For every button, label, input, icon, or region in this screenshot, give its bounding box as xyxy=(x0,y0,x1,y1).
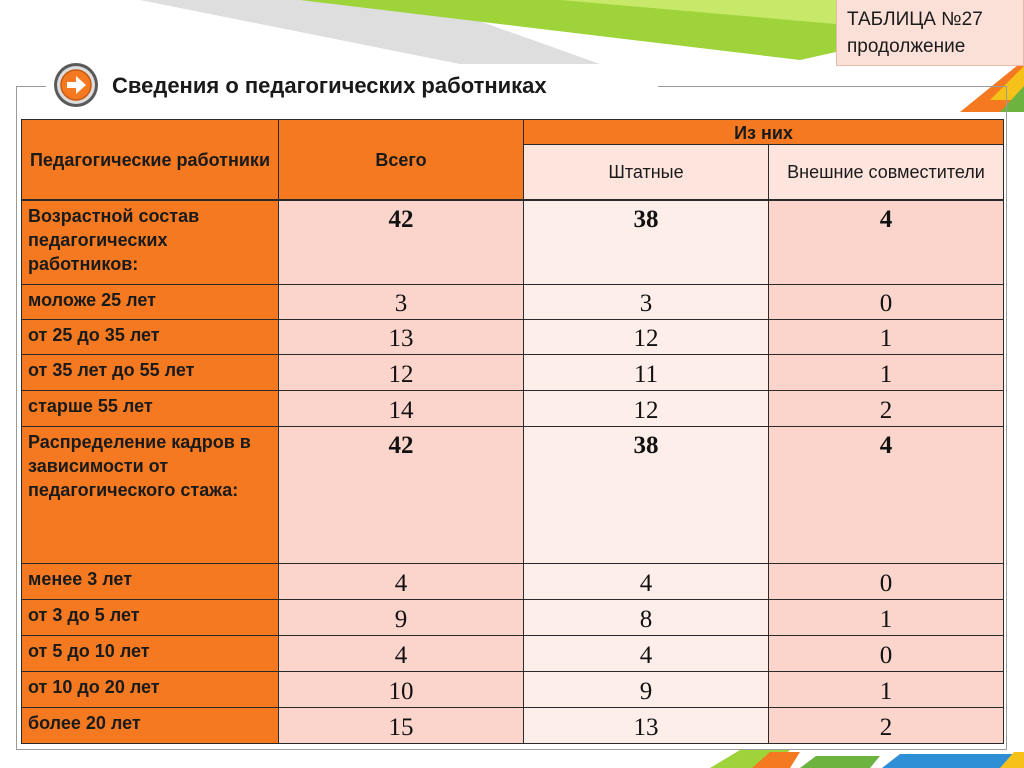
external-value: 2 xyxy=(768,707,1004,744)
staff-value: 4 xyxy=(523,635,769,672)
header-pedagogical-workers-label: Педагогические работники xyxy=(29,149,271,170)
header-of-them-label: Из них xyxy=(734,122,793,143)
row-label: моложе 25 лет xyxy=(21,284,279,320)
header-total xyxy=(278,119,524,200)
staff-value: 38 xyxy=(523,426,769,564)
header-staff-label: Штатные xyxy=(608,162,684,182)
header-external xyxy=(768,144,1004,200)
row-label: от 35 лет до 55 лет xyxy=(21,354,279,391)
external-value: 1 xyxy=(768,319,1004,355)
total-value: 12 xyxy=(278,354,524,391)
staff-value: 12 xyxy=(523,319,769,355)
staff-value: 9 xyxy=(523,671,769,708)
external-value: 4 xyxy=(768,200,1004,285)
header-total-label: Всего xyxy=(375,149,427,170)
total-value: 10 xyxy=(278,671,524,708)
badge-subtitle: продолжение xyxy=(847,36,966,57)
row-label: от 3 до 5 лет xyxy=(21,599,279,636)
header-external-label: Внешние совместители xyxy=(787,162,985,182)
header-pedagogical-workers xyxy=(21,119,279,200)
total-value: 42 xyxy=(278,200,524,285)
staff-value: 38 xyxy=(523,200,769,285)
total-value: 13 xyxy=(278,319,524,355)
staff-value: 8 xyxy=(523,599,769,636)
row-label: менее 3 лет xyxy=(21,563,279,600)
total-value: 4 xyxy=(278,563,524,600)
total-value: 4 xyxy=(278,635,524,672)
external-value: 0 xyxy=(768,635,1004,672)
staff-value: 11 xyxy=(523,354,769,391)
external-value: 4 xyxy=(768,426,1004,564)
staff-value: 3 xyxy=(523,284,769,320)
row-label: от 25 до 35 лет xyxy=(21,319,279,355)
bottom-green2-stripe xyxy=(800,756,880,768)
total-value: 9 xyxy=(278,599,524,636)
external-value: 1 xyxy=(768,354,1004,391)
total-value: 15 xyxy=(278,707,524,744)
row-label: от 10 до 20 лет xyxy=(21,671,279,708)
table-number-badge xyxy=(836,0,1024,66)
staff-value: 13 xyxy=(523,707,769,744)
page-title: Сведения о педагогических работниках xyxy=(112,73,547,98)
total-value: 3 xyxy=(278,284,524,320)
row-label: Распределение кадров в зависимости от педагогического стажа: xyxy=(21,426,279,564)
total-value: 14 xyxy=(278,390,524,427)
external-value: 1 xyxy=(768,671,1004,708)
arrow-right-circle-icon xyxy=(53,62,99,108)
external-value: 0 xyxy=(768,563,1004,600)
external-value: 1 xyxy=(768,599,1004,636)
badge-title: ТАБЛИЦА №27 xyxy=(847,9,983,30)
row-label: Возрастной состав педагогических работников: xyxy=(21,200,279,285)
row-label: более 20 лет xyxy=(21,707,279,744)
staff-value: 4 xyxy=(523,563,769,600)
external-value: 0 xyxy=(768,284,1004,320)
staff-value: 12 xyxy=(523,390,769,427)
header-of-them xyxy=(523,119,1004,145)
total-value: 42 xyxy=(278,426,524,564)
row-label: от 5 до 10 лет xyxy=(21,635,279,672)
external-value: 2 xyxy=(768,390,1004,427)
header-staff xyxy=(523,144,769,200)
row-label: старше 55 лет xyxy=(21,390,279,427)
